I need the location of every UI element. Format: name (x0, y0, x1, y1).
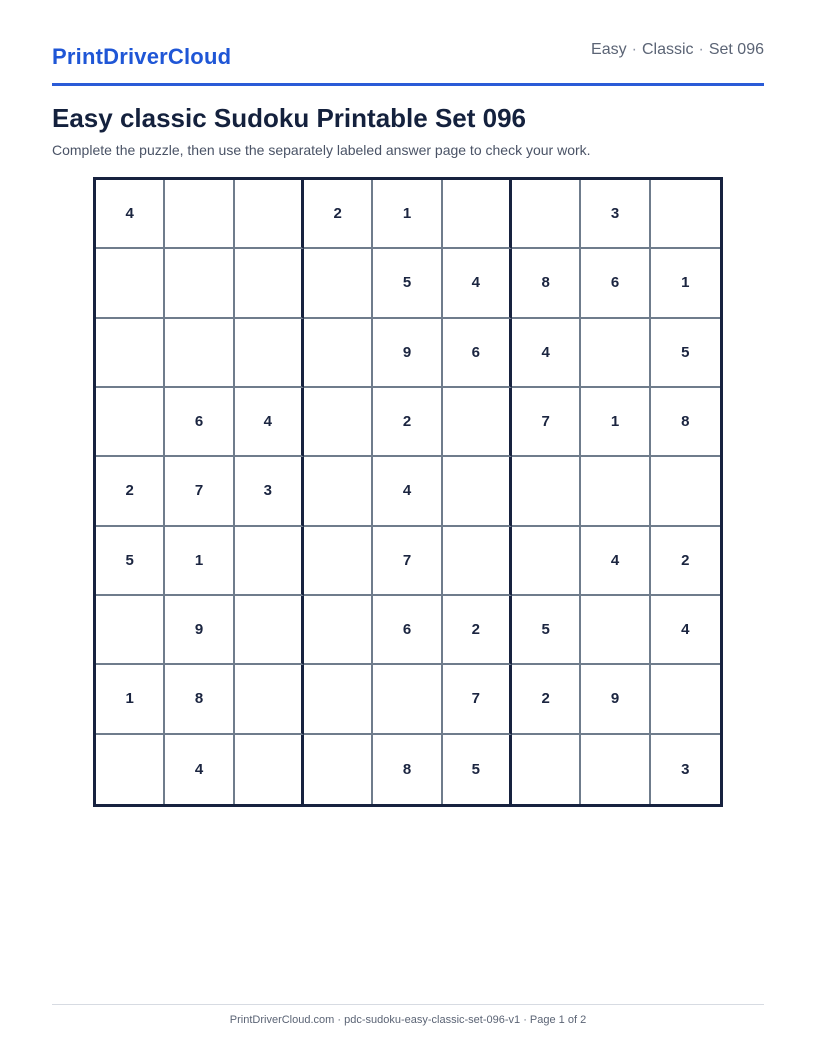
sudoku-cell: 6 (165, 388, 234, 457)
sudoku-cell (96, 319, 165, 388)
sudoku-cell: 4 (651, 596, 720, 665)
sudoku-cell (96, 388, 165, 457)
sudoku-cell (443, 527, 512, 596)
sudoku-cell: 1 (165, 527, 234, 596)
sudoku-cell (96, 735, 165, 804)
sudoku-cell: 7 (443, 665, 512, 734)
sudoku-cell (235, 527, 304, 596)
sudoku-cell: 3 (581, 180, 650, 249)
sudoku-cell (96, 596, 165, 665)
sudoku-cell: 2 (373, 388, 442, 457)
sudoku-cell: 3 (235, 457, 304, 526)
breadcrumb-item-style: Classic (641, 41, 694, 58)
sudoku-cell (512, 527, 581, 596)
sudoku-cell (581, 596, 650, 665)
sudoku-cell (651, 665, 720, 734)
sudoku-cell (651, 457, 720, 526)
sudoku-cell: 5 (443, 735, 512, 804)
sudoku-cell (581, 457, 650, 526)
sudoku-cell (165, 180, 234, 249)
sudoku-cell: 9 (165, 596, 234, 665)
sudoku-cell: 4 (96, 180, 165, 249)
sudoku-cell (235, 596, 304, 665)
sudoku-cell (235, 180, 304, 249)
sudoku-cell: 2 (96, 457, 165, 526)
sudoku-cell: 8 (165, 665, 234, 734)
sudoku-cell (304, 388, 373, 457)
sudoku-cell: 2 (651, 527, 720, 596)
sudoku-cell (512, 180, 581, 249)
sudoku-cell: 2 (304, 180, 373, 249)
sudoku-cell (235, 735, 304, 804)
page-title: Easy classic Sudoku Printable Set 096 (52, 103, 527, 133)
sudoku-cell: 9 (373, 319, 442, 388)
sudoku-cell: 8 (512, 249, 581, 318)
sudoku-cell: 4 (373, 457, 442, 526)
sudoku-cell: 4 (235, 388, 304, 457)
sudoku-cell: 1 (96, 665, 165, 734)
sudoku-cell (443, 388, 512, 457)
sudoku-cell (235, 249, 304, 318)
sudoku-cell (373, 665, 442, 734)
sudoku-cell: 6 (581, 249, 650, 318)
sudoku-cell: 7 (373, 527, 442, 596)
sudoku-cell: 7 (512, 388, 581, 457)
sudoku-cell (304, 596, 373, 665)
page-footer: PrintDriverCloud.com · pdc-sudoku-easy-classic-set-096-v1 · Page 1 of 2 (52, 1004, 764, 1026)
sudoku-cell (304, 665, 373, 734)
sudoku-cell: 5 (96, 527, 165, 596)
breadcrumb-item-difficulty: Easy (591, 41, 627, 58)
sudoku-cell (304, 735, 373, 804)
sudoku-cell (304, 457, 373, 526)
sudoku-cell: 1 (581, 388, 650, 457)
sudoku-cell (304, 527, 373, 596)
page-subtitle: Complete the puzzle, then use the separately labeled answer page to check your work. (52, 142, 591, 158)
sudoku-cell: 4 (512, 319, 581, 388)
sudoku-cell: 6 (443, 319, 512, 388)
sudoku-cell (304, 319, 373, 388)
sudoku-cell: 8 (373, 735, 442, 804)
sudoku-cell (304, 249, 373, 318)
breadcrumb-separator: · (698, 41, 704, 58)
sudoku-cell (235, 319, 304, 388)
sudoku-cell: 2 (512, 665, 581, 734)
sudoku-cell: 5 (651, 319, 720, 388)
sudoku-grid (93, 177, 723, 807)
sudoku-cell (651, 180, 720, 249)
sudoku-cell (512, 735, 581, 804)
sudoku-cell: 2 (443, 596, 512, 665)
sudoku-cell (581, 735, 650, 804)
sudoku-cell (581, 319, 650, 388)
sudoku-cell: 1 (651, 249, 720, 318)
sudoku-cell: 4 (443, 249, 512, 318)
sudoku-cell (443, 180, 512, 249)
sudoku-cell: 4 (165, 735, 234, 804)
sudoku-cell (165, 319, 234, 388)
sudoku-cell: 5 (512, 596, 581, 665)
breadcrumb (591, 41, 764, 59)
sudoku-cell: 6 (373, 596, 442, 665)
page-header (52, 0, 764, 86)
sudoku-cell (512, 457, 581, 526)
sudoku-cell: 8 (651, 388, 720, 457)
sudoku-cell (443, 457, 512, 526)
breadcrumb-separator: · (631, 41, 637, 58)
sudoku-cell (165, 249, 234, 318)
sudoku-cell: 9 (581, 665, 650, 734)
sudoku-cell: 5 (373, 249, 442, 318)
breadcrumb-item-set: Set 096 (708, 41, 764, 58)
sudoku-cell (235, 665, 304, 734)
brand-logo-text[interactable]: PrintDriverCloud (52, 44, 232, 69)
sudoku-cell (96, 249, 165, 318)
sudoku-cell: 3 (681, 760, 690, 778)
sudoku-cell: 7 (165, 457, 234, 526)
sudoku-cell: 1 (373, 180, 442, 249)
sudoku-cell: 4 (581, 527, 650, 596)
